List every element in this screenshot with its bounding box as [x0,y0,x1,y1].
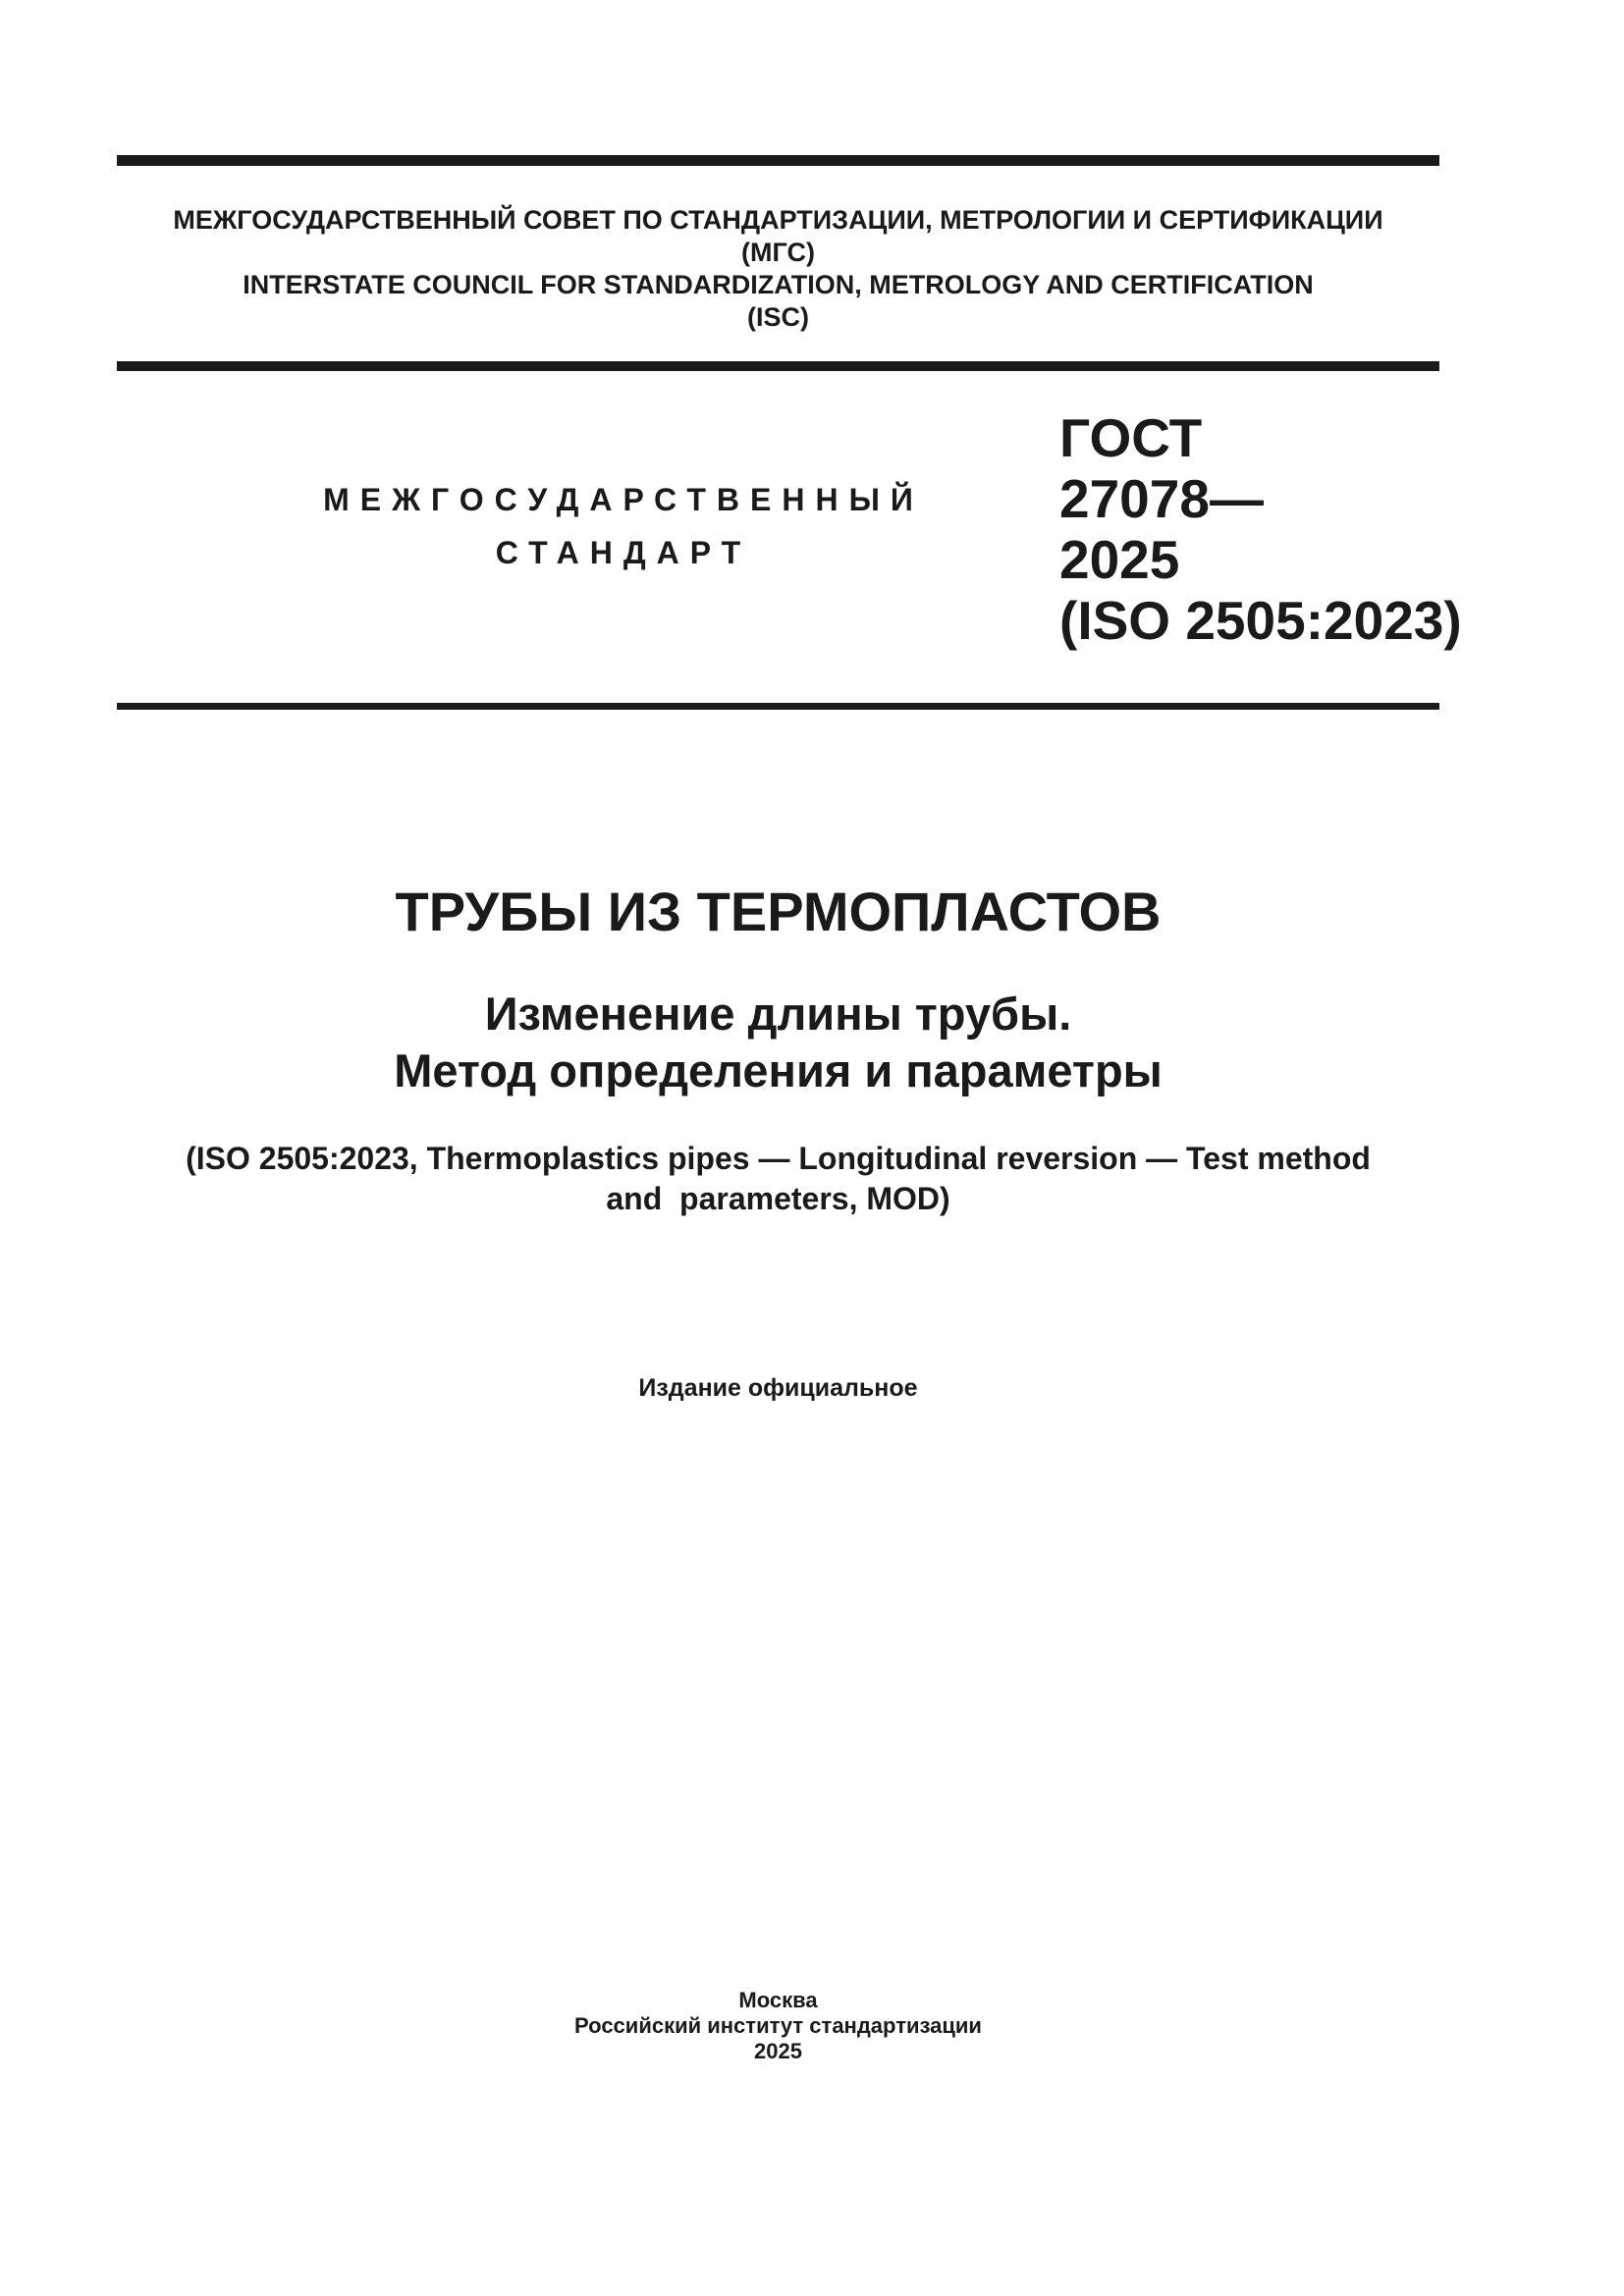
middle-rule [117,361,1439,371]
publisher-footer [117,1988,1439,2064]
council-header [117,204,1439,334]
council-abbr-en: (ISC) [747,302,809,332]
standard-kind-line1: МЕЖГОСУДАРСТВЕННЫЙ [323,482,924,517]
iso-reference-line1: (ISO 2505:2023, Thermoplastics pipes — Longitudinal reversion — Test method [186,1141,1371,1176]
footer-city: Москва [738,1988,818,2012]
bottom-rule [117,703,1439,710]
council-name-en: INTERSTATE COUNCIL FOR STANDARDIZATION, METROLOGY AND CERTIFICATION [243,270,1314,299]
gost-year: 2025 [1059,529,1180,590]
gost-number: 27078— [1059,468,1264,529]
footer-publisher: Российский институт стандартизации [574,2013,982,2038]
gost-label: ГОСТ [1059,407,1203,468]
document-subtitle [117,986,1439,1099]
iso-reference-line2: and parameters, MOD) [606,1181,950,1216]
gost-iso-equivalent: (ISO 2505:2023) [1059,590,1462,651]
footer-year: 2025 [754,2039,802,2063]
iso-reference [117,1139,1439,1219]
council-name-ru: МЕЖГОСУДАРСТВЕННЫЙ СОВЕТ ПО СТАНДАРТИЗАЦИИ, МЕТРОЛОГИИ И СЕРТИФИКАЦИИ [173,205,1383,235]
standard-kind-line2: СТАНДАРТ [495,535,752,570]
council-abbr-ru: (МГС) [741,238,815,267]
standard-kind [196,473,1051,579]
document-title: ТРУБЫ ИЗ ТЕРМОПЛАСТОВ [395,881,1162,942]
gost-designation [1059,407,1462,651]
top-rule [117,155,1439,166]
subtitle-line2: Метод определения и параметры [394,1044,1163,1096]
subtitle-line1: Изменение длины трубы. [484,988,1072,1040]
edition-label: Издание официальное [638,1374,918,1402]
